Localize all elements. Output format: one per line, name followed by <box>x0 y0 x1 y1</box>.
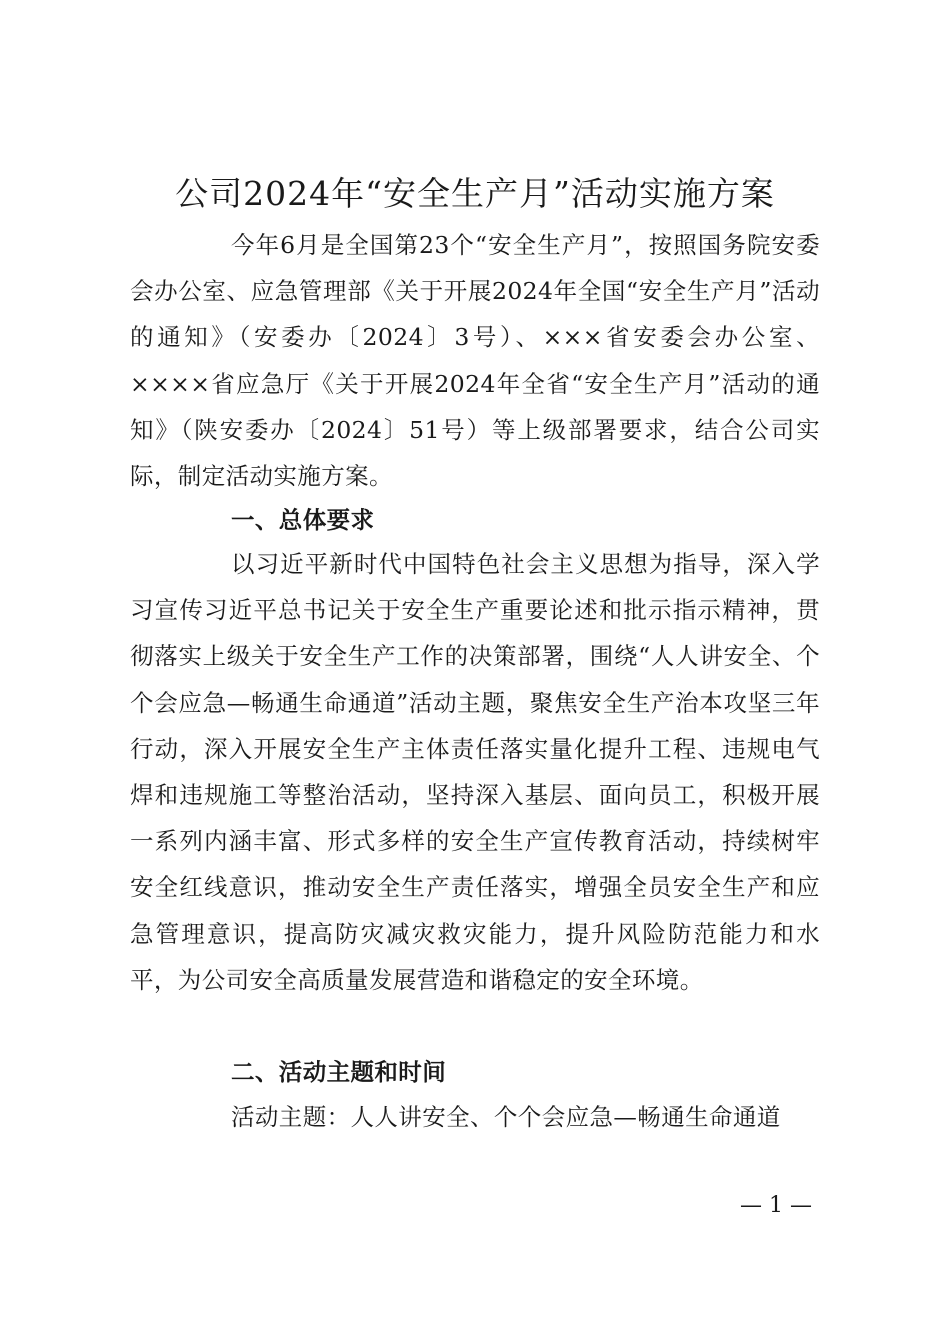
intro-paragraph: 今年6月是全国第23个“安全生产月”，按照国务院安委会办公室、应急管理部《关于开展2024年全国“安全生产月”活动的通知》（安委办〔2024〕3号）、×××省安委会办公室、××××省应急厅《关于开展2024年全省“安全生产月”活动的通知》（陕安委办〔2024〕51号）等上级部署要求，结合公司实际，制定活动实施方案。 <box>130 231 820 491</box>
document-title: 公司2024年“安全生产月”活动实施方案 <box>175 174 775 213</box>
section-heading-general-requirements: 一、总体要求 <box>231 506 375 534</box>
activity-theme-paragraph: 活动主题：人人讲安全、个个会应急—畅通生命通道 <box>231 1103 781 1131</box>
general-requirements-paragraph: 以习近平新时代中国特色社会主义思想为指导，深入学习宣传习近平总书记关于安全生产重要论述和批示指示精神，贯彻落实上级关于安全生产工作的决策部署，围绕“人人讲安全、个个会应急—畅通生命通道”活动主题，聚焦安全生产治本攻坚三年行动，深入开展安全生产主体责任落实量化提升工程、违规电气焊和违规施工等整治活动，坚持深入基层、面向员工，积极开展一系列内涵丰富、形式多样的安全生产宣传教育活动，持续树牢安全红线意识，推动安全生产责任落实，增强全员安全生产和应急管理意识，提高防灾减灾救灾能力，提升风险防范能力和水平，为公司安全高质量发展营造和谐稳定的安全环境。 <box>130 550 820 994</box>
section-heading-theme-and-time: 二、活动主题和时间 <box>231 1058 447 1086</box>
page-number: — 1 — <box>740 1193 812 1218</box>
